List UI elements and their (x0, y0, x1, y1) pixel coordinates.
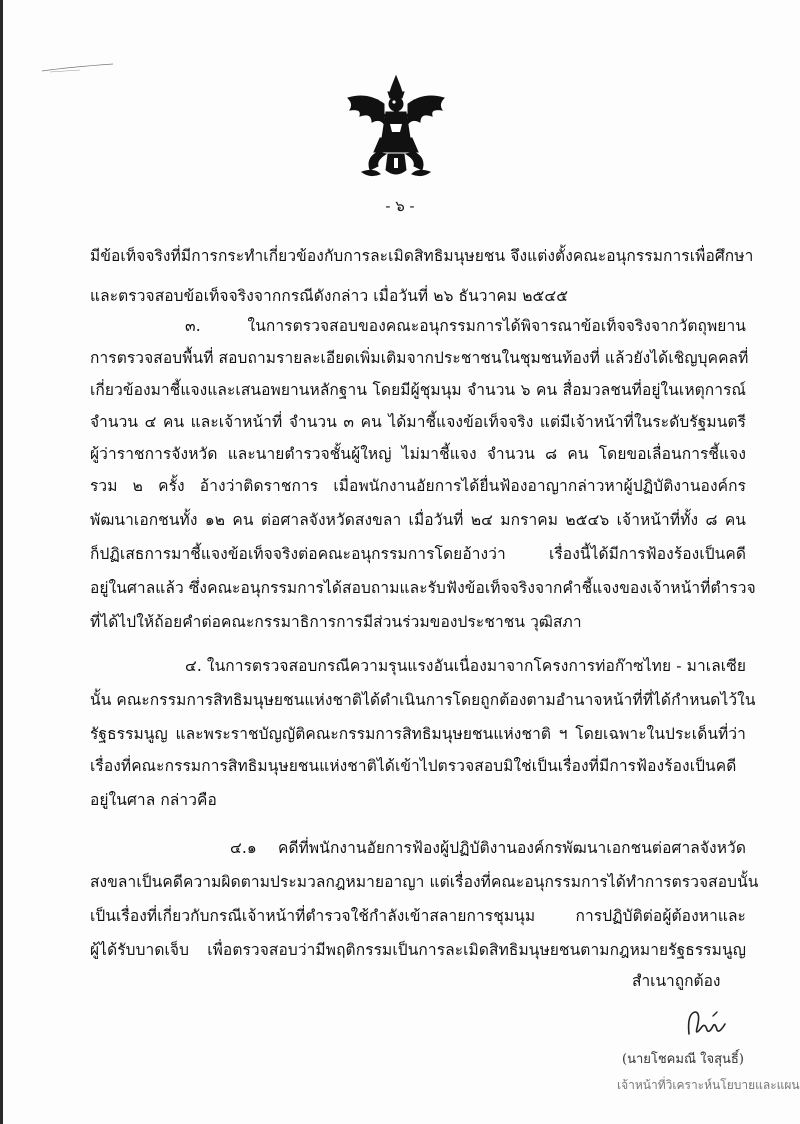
scan-artifact-mark (40, 62, 115, 74)
body-line: การตรวจสอบพื้นที่ สอบถามรายละเอียดเพิ่มเติมจากประชาชนในชุมชนท้องที่ แล้วยังได้เชิญบุคคลที่ (90, 349, 749, 367)
body-line: ๔. ในการตรวจสอบกรณีความรุนแรงอันเนื่องมาจากโครงการท่อก๊าซไทย - มาเลเซีย (185, 657, 746, 675)
body-line: อยู่ในศาลแล้ว ซึ่งคณะอนุกรรมการได้สอบถามและรับฟังข้อเท็จจริงจากคำชี้แจงของเจ้าหน้าที่ตำรวจ (90, 579, 756, 597)
body-line: ผู้ได้รับบาดเจ็บ เพื่อตรวจสอบว่ามีพฤติกรรมเป็นการละเมิดสิทธิมนุษยชนตามกฎหมายรัฐธรรมนูญ (90, 941, 746, 959)
body-line: เกี่ยวข้องมาชี้แจงและเสนอพยานหลักฐาน โดยมีผู้ชุมนุม จำนวน ๖ คน สื่อมวลชนที่อยู่ในเหตุการณ์ (90, 381, 746, 399)
body-line: จำนวน ๔ คน และเจ้าหน้าที่ จำนวน ๓ คน ได้มาชี้แจงข้อเท็จจริง แต่มีเจ้าหน้าที่ในระดับรัฐมนตรี (90, 413, 746, 431)
body-line: ที่ได้ไปให้ถ้อยคำต่อคณะกรรมาธิการการมีส่วนร่วมของประชาชน วุฒิสภา (90, 613, 582, 631)
body-line: นั้น คณะกรรมการสิทธิมนุษยชนแห่งชาติได้ดำเนินการโดยถูกต้องตามอำนาจหน้าที่ที่ได้กำหนดไว้ใน (90, 691, 756, 709)
body-line: ก็ปฏิเสธการมาชี้แจงข้อเท็จจริงต่อคณะอนุกรรมการโดยอ้างว่า เรื่องนี้ได้มีการฟ้องร้องเป็นคดี (90, 545, 746, 563)
body-line: อยู่ในศาล กล่าวคือ (90, 791, 217, 809)
body-line: และตรวจสอบข้อเท็จจริงจากกรณีดังกล่าว เมื่อวันที่ ๒๖ ธันวาคม ๒๕๔๕ (90, 287, 569, 305)
body-line: สงขลาเป็นคดีความผิดตามประมวลกฎหมายอาญา แต่เรื่องที่คณะอนุกรรมการได้ทำการตรวจสอบนั้น (90, 873, 759, 891)
body-line: เรื่องที่คณะกรรมการสิทธิมนุษยชนแห่งชาติได้เข้าไปตรวจสอบมิใช่เป็นเรื่องที่มีการฟ้องร้องเป็นคดี (90, 757, 737, 775)
garuda-emblem-icon (340, 74, 452, 186)
body-line: ผู้ว่าราชการจังหวัด และนายตำรวจชั้นผู้ใหญ่ ไม่มาชี้แจง จำนวน ๘ คน โดยขอเลื่อนการชี้แจง (90, 445, 746, 463)
certified-copy-note: สำเนาถูกต้อง (632, 972, 721, 990)
scan-edge-shadow (0, 0, 3, 1124)
page-number: - ๖ - (385, 197, 415, 215)
body-line: มีข้อเท็จจริงที่มีการกระทำเกี่ยวข้องกับการละเมิดสิทธิมนุษยชน จึงแต่งตั้งคณะอนุกรรมการเพื่อศึกษา (90, 247, 754, 265)
body-line: รัฐธรรมนูญ และพระราชบัญญัติคณะกรรมการสิทธิมนุษยชนแห่งชาติ ฯ โดยเฉพาะในประเด็นที่ว่า (90, 725, 746, 743)
body-line: ๓. ในการตรวจสอบของคณะอนุกรรมการได้พิจารณาข้อเท็จจริงจากวัตถุพยาน (185, 317, 746, 335)
signer-title: เจ้าหน้าที่วิเคราะห์นโยบายและแผน (617, 1078, 800, 1092)
signer-name: (นายโชคมณี ใจสุนธิ์) (622, 1052, 744, 1067)
body-line: เป็นเรื่องที่เกี่ยวกับกรณีเจ้าหน้าที่ตำรวจใช้กำลังเข้าสลายการชุมนุม การปฏิบัติต่อผู้ต้องหาและ (90, 907, 746, 925)
body-line: ๔.๑ คดีที่พนักงานอัยการฟ้องผู้ปฏิบัติงานองค์กรพัฒนาเอกชนต่อศาลจังหวัด (230, 839, 746, 857)
body-line: รวม ๒ ครั้ง อ้างว่าติดราชการ เมื่อพนักงานอัยการได้ยื่นฟ้องอาญากล่าวหาผู้ปฏิบัติงานองค์กร (90, 477, 746, 495)
signature-icon (683, 1006, 733, 1040)
body-line: พัฒนาเอกชนทั้ง ๑๒ คน ต่อศาลจังหวัดสงขลา เมื่อวันที่ ๒๔ มกราคม ๒๕๔๖ เจ้าหน้าที่ทั้ง ๘ คน (90, 511, 746, 529)
